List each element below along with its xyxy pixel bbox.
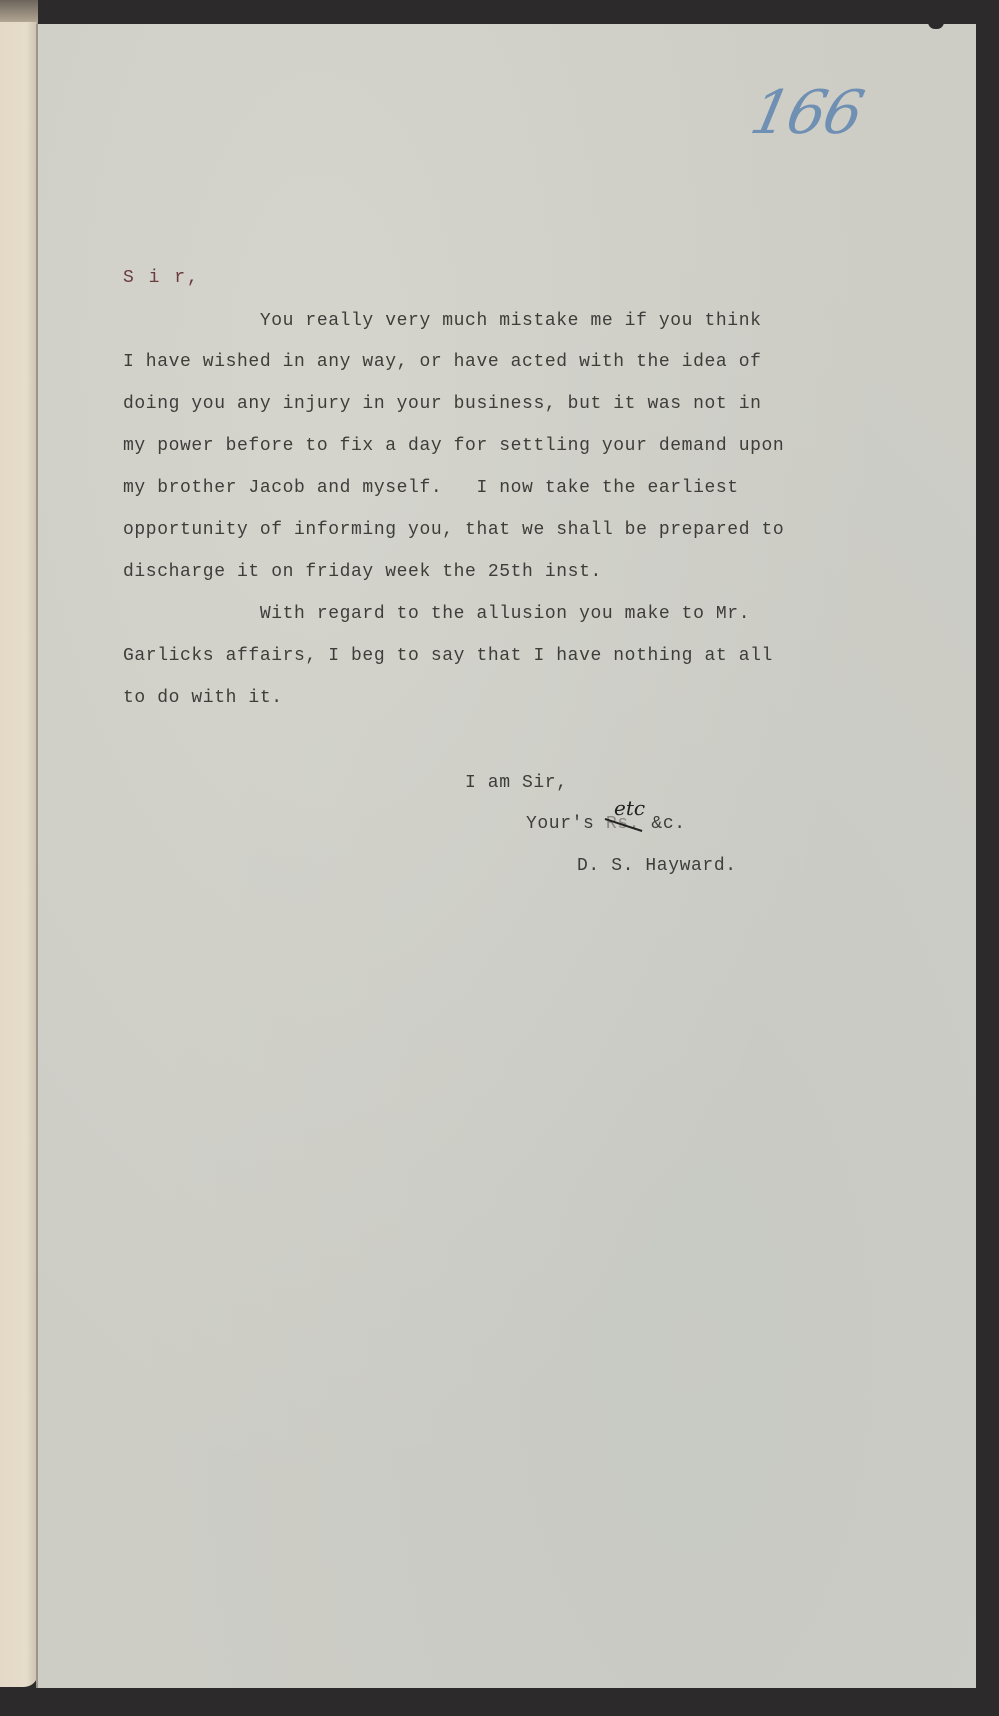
paragraph-2-line-2: Garlicks affairs, I beg to say that I have nothing at all	[123, 646, 773, 666]
paragraph-1-line-6: opportunity of informing you, that we shall be prepared to	[123, 520, 785, 540]
paragraph-1-line-7: discharge it on friday week the 25th inst.	[123, 562, 602, 582]
struck-abbreviation: Rs.	[605, 814, 641, 834]
closing-suffix: &c.	[640, 814, 686, 834]
closing-line: I am Sir,	[465, 773, 568, 793]
signature: D. S. Hayward.	[577, 856, 737, 876]
handwritten-correction: etc	[614, 796, 646, 820]
paragraph-1-line-3: doing you any injury in your business, but it was not in	[123, 394, 762, 414]
paragraph-2-line-1: With regard to the allusion you make to Mr.	[123, 604, 751, 624]
closing-prefix: Your's	[526, 814, 606, 834]
closing-formula	[526, 814, 686, 834]
salutation: S i r,	[123, 268, 200, 288]
paragraph-1-line-1: You really very much mistake me if you think	[123, 311, 762, 331]
folio-number: 166	[744, 78, 868, 148]
paragraph-1-line-2: I have wished in any way, or have acted with the idea of	[123, 352, 762, 372]
facing-page-edge-top	[0, 0, 38, 24]
paragraph-1-line-5: my brother Jacob and myself. I now take the earliest	[123, 478, 739, 498]
paragraph-2-line-3: to do with it.	[123, 688, 283, 708]
facing-page-edge	[0, 22, 38, 1687]
paragraph-1-line-4: my power before to fix a day for settling your demand upon	[123, 436, 785, 456]
